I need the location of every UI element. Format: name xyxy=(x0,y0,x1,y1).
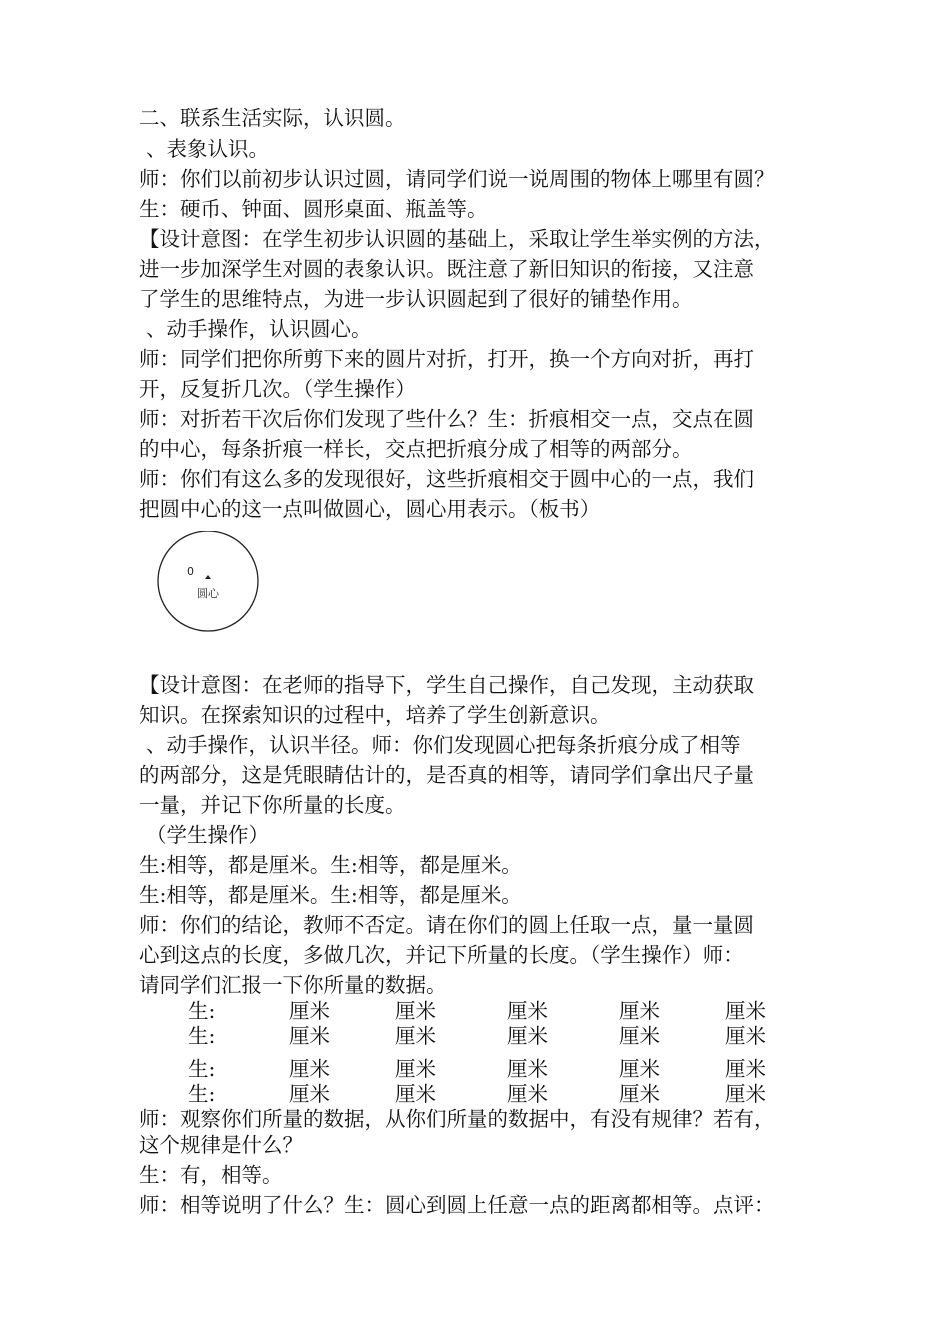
subsection-heading: 、动手操作，认识半径。师：你们发现圆心把每条折痕分成了相等 xyxy=(146,733,741,757)
paragraph-line: 师：同学们把你所剪下来的圆片对折，打开，换一个方向对折，再打 xyxy=(139,347,754,371)
paragraph-line: 生：有，相等。 xyxy=(139,1163,283,1187)
paragraph-line: 师：对折若干次后你们发现了些什么？生：折痕相交一点，交点在圆 xyxy=(139,407,754,431)
paragraph-line: 这个规律是什么？ xyxy=(139,1133,303,1157)
table-cell: 厘米 xyxy=(619,1082,660,1106)
table-cell: 厘米 xyxy=(395,1024,436,1048)
table-cell: 厘米 xyxy=(725,1057,766,1081)
table-cell: 厘米 xyxy=(619,999,660,1023)
table-cell: 厘米 xyxy=(507,1024,548,1048)
center-label: 圆心 xyxy=(197,587,219,600)
paragraph-line: 【设计意图：在学生初步认识圆的基础上，采取让学生举实例的方法， xyxy=(139,227,775,251)
table-cell: 厘米 xyxy=(507,1057,548,1081)
table-cell: 厘米 xyxy=(289,1082,330,1106)
table-cell: 厘米 xyxy=(507,999,548,1023)
table-cell: 生: xyxy=(188,1024,216,1048)
circle-outline xyxy=(158,531,258,631)
paragraph-line: （学生操作） xyxy=(146,823,269,847)
point-label: 0 xyxy=(187,565,194,578)
table-cell: 厘米 xyxy=(507,1082,548,1106)
table-cell: 厘米 xyxy=(395,999,436,1023)
table-cell: 厘米 xyxy=(725,1024,766,1048)
table-cell: 厘米 xyxy=(289,1057,330,1081)
section-heading: 二、联系生活实际，认识圆。 xyxy=(139,106,406,130)
subsection-heading: 、动手操作，认识圆心。 xyxy=(146,317,372,341)
table-cell: 厘米 xyxy=(619,1057,660,1081)
paragraph-line: 的两部分，这是凭眼睛估计的，是否真的相等，请同学们拿出尺子量 xyxy=(139,763,754,787)
table-cell: 厘米 xyxy=(289,999,330,1023)
table-cell: 厘米 xyxy=(725,999,766,1023)
paragraph-line: 开，反复折几次。（学生操作） xyxy=(139,377,416,401)
paragraph-line: 一量，并记下你所量的长度。 xyxy=(139,793,406,817)
subsection-heading: 、表象认识。 xyxy=(146,137,269,161)
table-cell: 厘米 xyxy=(725,1082,766,1106)
table-cell: 厘米 xyxy=(619,1024,660,1048)
paragraph-line: 知识。在探索知识的过程中，培养了学生创新意识。 xyxy=(139,703,611,727)
paragraph-line: 把圆中心的这一点叫做圆心，圆心用表示。（板书） xyxy=(139,497,601,521)
table-cell: 生: xyxy=(188,1082,216,1106)
paragraph-line: 的中心，每条折痕一样长，交点把折痕分成了相等的两部分。 xyxy=(139,437,693,461)
table-cell: 厘米 xyxy=(289,1024,330,1048)
table-cell: 厘米 xyxy=(395,1057,436,1081)
paragraph-line: 师：你们有这么多的发现很好，这些折痕相交于圆中心的一点，我们 xyxy=(139,467,754,491)
paragraph-line: 师：相等说明了什么？生：圆心到圆上任意一点的距离都相等。点评： xyxy=(139,1193,775,1217)
center-point-marker xyxy=(205,575,211,579)
paragraph-line: 心到这点的长度，多做几次，并记下所量的长度。（学生操作）师： xyxy=(139,943,744,967)
paragraph-line: 进一步加深学生对圆的表象认识。既注意了新旧知识的衔接，又注意 xyxy=(139,257,754,281)
paragraph-line: 生：硬币、钟面、圆形桌面、瓶盖等。 xyxy=(139,197,488,221)
paragraph-line: 师：观察你们所量的数据，从你们所量的数据中，有没有规律？若有， xyxy=(139,1107,775,1131)
table-cell: 生: xyxy=(188,1057,216,1081)
paragraph-line: 师：你们的结论，教师不否定。请在你们的圆上任取一点，量一量圆 xyxy=(139,913,754,937)
circle-center-figure xyxy=(152,531,264,643)
paragraph-line: 了学生的思维特点，为进一步认识圆起到了很好的铺垫作用。 xyxy=(139,287,693,311)
paragraph-line: 生:相等，都是厘米。生:相等，都是厘米。 xyxy=(139,883,522,907)
table-cell: 厘米 xyxy=(395,1082,436,1106)
paragraph-line: 【设计意图：在老师的指导下，学生自己操作，自己发现，主动获取 xyxy=(139,673,754,697)
table-cell: 生: xyxy=(188,999,216,1023)
paragraph-line: 生:相等，都是厘米。生:相等，都是厘米。 xyxy=(139,853,522,877)
paragraph-line: 请同学们汇报一下你所量的数据。 xyxy=(139,973,447,997)
paragraph-line: 师：你们以前初步认识过圆，请同学们说一说周围的物体上哪里有圆？ xyxy=(139,167,775,191)
